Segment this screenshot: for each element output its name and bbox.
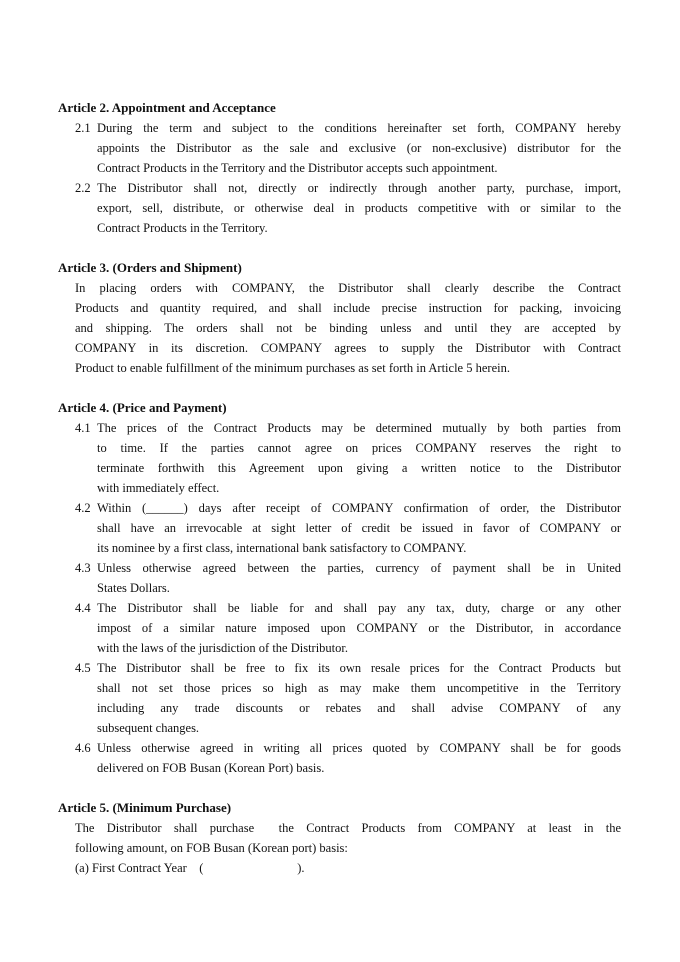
line-text: appoints the Distributor as the sale and exclusive (or non-exclusive) distributor for the <box>97 141 621 155</box>
line-text: its nominee by a first class, international bank satisfactory to COMPANY. <box>97 541 467 555</box>
line-text: to time. If the parties cannot agree on prices COMPANY reserves the right to <box>97 441 621 455</box>
text-line <box>97 438 621 458</box>
line-text: shall not set those prices so high as may make them uncompetitive in the Territory <box>97 681 621 695</box>
line-text: terminate forthwith this Agreement upon giving a written notice to the Distributor <box>97 461 621 475</box>
line-text: The Distributor shall not, directly or indirectly through another party, purchase, import, <box>97 181 621 195</box>
line-text: Within (______) days after receipt of COMPANY confirmation of order, the Distributor <box>97 501 621 515</box>
clause-item <box>58 498 621 558</box>
clause-item <box>58 178 621 238</box>
article-section <box>58 398 621 778</box>
contract-document <box>58 98 621 898</box>
text-line <box>97 598 621 618</box>
line-text: with immediately effect. <box>97 481 220 495</box>
text-line <box>97 538 621 558</box>
text-line <box>97 618 621 638</box>
article-section <box>58 98 621 238</box>
text-line <box>97 118 621 138</box>
clause-number: 2.1 <box>75 121 91 135</box>
article-paragraph <box>58 278 621 378</box>
text-line <box>97 498 621 518</box>
article-heading: Article 2. Appointment and Acceptance <box>58 100 276 115</box>
text-line <box>97 418 621 438</box>
article-section <box>58 258 621 378</box>
line-text: The Distributor shall purchase the Contract Products from COMPANY at least in the <box>75 821 621 835</box>
line-text: subsequent changes. <box>97 721 200 735</box>
article-paragraph <box>58 818 621 878</box>
text-line <box>97 218 621 238</box>
text-line <box>97 478 621 498</box>
article-section <box>58 798 621 878</box>
line-text: The Distributor shall be liable for and shall pay any tax, duty, charge or any other <box>97 601 621 615</box>
text-line <box>75 858 621 878</box>
clause-item <box>58 558 621 598</box>
article-heading: Article 3. (Orders and Shipment) <box>58 260 242 275</box>
line-text: following amount, on FOB Busan (Korean port) basis: <box>75 841 348 855</box>
text-line <box>97 198 621 218</box>
line-text: with the laws of the jurisdiction of the Distributor. <box>97 641 349 655</box>
line-text: Contract Products in the Territory. <box>97 221 268 235</box>
clause-number: 4.2 <box>75 501 91 515</box>
clause-item <box>58 418 621 498</box>
text-line <box>75 838 621 858</box>
text-line <box>97 658 621 678</box>
text-line <box>75 358 621 378</box>
line-text: and shipping. The orders shall not be binding unless and until they are accepted by <box>75 321 621 335</box>
line-text: impost of a similar nature imposed upon COMPANY or the Distributor, in accordance <box>97 621 621 635</box>
text-line <box>75 318 621 338</box>
line-text: Unless otherwise agreed between the parties, currency of payment shall be in United <box>97 561 621 575</box>
article-heading: Article 4. (Price and Payment) <box>58 400 227 415</box>
text-line <box>75 298 621 318</box>
line-text: The Distributor shall be free to fix its own resale prices for the Contract Products but <box>97 661 621 675</box>
text-line <box>97 578 621 598</box>
text-line <box>75 338 621 358</box>
text-line <box>97 678 621 698</box>
clause-number: 4.6 <box>75 741 91 755</box>
text-line <box>75 278 621 298</box>
clause-number: 4.3 <box>75 561 91 575</box>
text-line <box>97 758 621 778</box>
clause-item <box>58 738 621 778</box>
text-line <box>97 178 621 198</box>
line-text: shall have an irrevocable at sight letter of credit be issued in favor of COMPANY or <box>97 521 621 535</box>
text-line <box>97 138 621 158</box>
line-text: Unless otherwise agreed in writing all prices quoted by COMPANY shall be for goods <box>97 741 621 755</box>
clause-number: 4.1 <box>75 421 91 435</box>
line-text: Contract Products in the Territory and the Distributor accepts such appointment. <box>97 161 498 175</box>
line-text: delivered on FOB Busan (Korean Port) basis. <box>97 761 325 775</box>
text-line <box>97 158 621 178</box>
text-line <box>97 698 621 718</box>
line-text: (a) First Contract Year ( ). <box>75 861 305 875</box>
clause-number: 4.4 <box>75 601 91 615</box>
text-line <box>97 518 621 538</box>
clause-item <box>58 658 621 738</box>
article-heading: Article 5. (Minimum Purchase) <box>58 800 232 815</box>
text-line <box>75 818 621 838</box>
line-text: States Dollars. <box>97 581 170 595</box>
line-text: The prices of the Contract Products may be determined mutually by both parties from <box>97 421 621 435</box>
clause-item <box>58 598 621 658</box>
line-text: In placing orders with COMPANY, the Distributor shall clearly describe the Contract <box>75 281 621 295</box>
line-text: export, sell, distribute, or otherwise deal in products competitive with or similar to the <box>97 201 621 215</box>
line-text: Products and quantity required, and shall include precise instruction for packing, invoicing <box>75 301 621 315</box>
line-text: COMPANY in its discretion. COMPANY agrees to supply the Distributor with Contract <box>75 341 621 355</box>
line-text: including any trade discounts or rebates and shall advise COMPANY of any <box>97 701 621 715</box>
clause-number: 4.5 <box>75 661 91 675</box>
text-line <box>97 718 621 738</box>
text-line <box>97 738 621 758</box>
text-line <box>97 558 621 578</box>
line-text: During the term and subject to the conditions hereinafter set forth, COMPANY hereby <box>97 121 621 135</box>
clause-number: 2.2 <box>75 181 91 195</box>
text-line <box>97 458 621 478</box>
text-line <box>97 638 621 658</box>
line-text: Product to enable fulfillment of the minimum purchases as set forth in Article 5 herein. <box>75 361 510 375</box>
clause-item <box>58 118 621 178</box>
